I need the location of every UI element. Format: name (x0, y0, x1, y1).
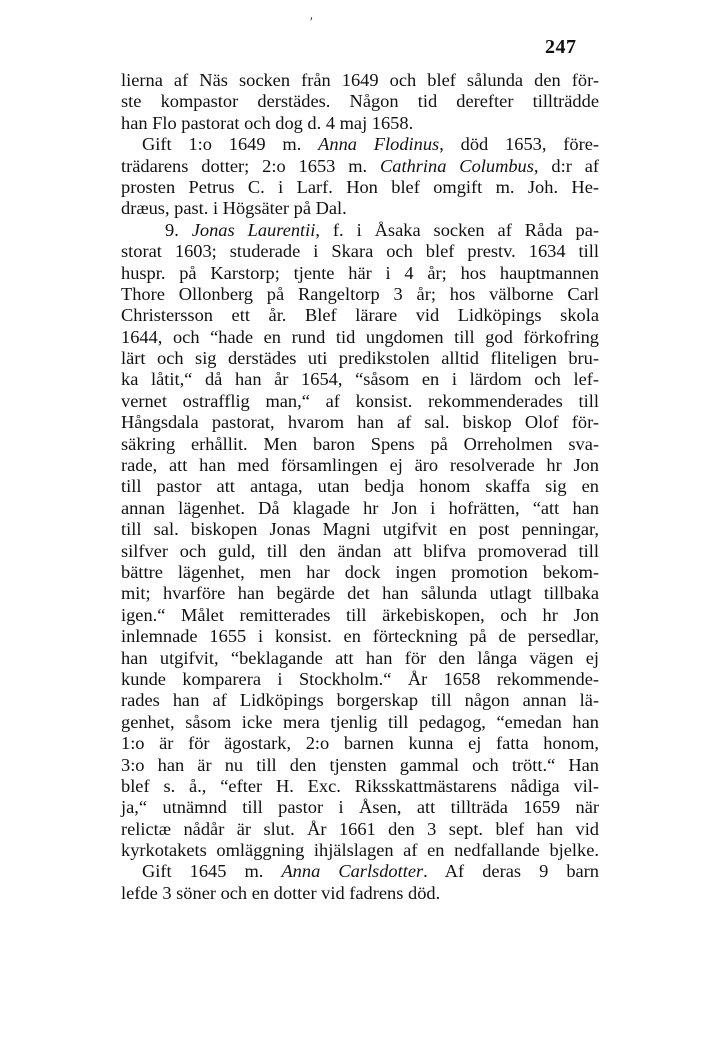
text-run: , f. i Åsaka socken af Råda pa- (315, 219, 600, 240)
text-line: han utgifvit, “beklagande att han för den långa vägen ej (121, 647, 599, 668)
margin-tick-mark: ʹ (310, 14, 313, 29)
text-line: silfver och guld, till den ändan att blifva promoverad till (121, 540, 599, 561)
text-line: till sal. biskopen Jonas Magni utgifvit en post penningar, (121, 519, 599, 540)
text-line: ste kompastor derstädes. Någon tid derefter tillträdde (121, 91, 599, 112)
text-run: Gift 1:o 1649 m. (142, 134, 319, 155)
text-line: kyrkotakets omläggning ihjälslagen af en nedfallande bjelke. (121, 840, 599, 861)
text-line: Hångsdala pastorat, hvarom han af sal. biskop Olof för- (121, 412, 599, 433)
text-run: trädarens dotter; 2:o 1653 m. (121, 155, 380, 176)
text-line: han Flo pastorat och dog d. 4 maj 1658. (121, 112, 414, 133)
text-line: ka låtit,“ då han år 1654, “såsom en i lärdom och lef- (121, 369, 599, 390)
text-line (121, 220, 599, 241)
text-line: rade, att han med församlingen ej äro resolverade hr Jon (121, 455, 599, 476)
book-page-text (121, 70, 599, 904)
text-line: 1644, och “hade en rund tid ungdomen till god förkofring (121, 326, 599, 347)
text-line: mit; hvarföre han begärde det han sålunda utlagt tillbaka (121, 583, 599, 604)
text-run: , död 1653, före- (439, 134, 599, 155)
text-line: 1:o är för ägostark, 2:o barnen kunna ej fatta honom, (121, 733, 599, 754)
text-line: bättre lägenhet, men har dock ingen promotion bekom- (121, 561, 599, 582)
italic-name: Anna Flodinus (318, 134, 440, 155)
text-run: 9. (165, 219, 192, 240)
text-line (121, 156, 599, 177)
page-number: 247 (545, 36, 577, 58)
italic-name: Anna Carlsdotter (281, 861, 424, 882)
italic-name: Cathrina Columbus (380, 155, 534, 176)
text-line: vernet ostrafflig man,“ af konsist. rekommenderades till (121, 390, 599, 411)
text-line: inlemnade 1655 i konsist. en förteckning på de persedlar, (121, 626, 599, 647)
text-line: rades han af Lidköpings borgerskap till någon annan lä- (121, 690, 599, 711)
italic-name: Jonas Laurentii (191, 219, 316, 240)
text-line: säkring erhållit. Men baron Spens på Orreholmen sva- (121, 433, 599, 454)
text-line: huspr. på Karstorp; tjente här i 4 år; hos hauptmannen (121, 262, 599, 283)
text-run: . Af deras 9 barn (423, 861, 599, 882)
text-line: genhet, såsom icke mera tjenlig till pedagog, “emedan han (121, 711, 599, 732)
text-line: lefde 3 söner och en dotter vid fadrens död. (121, 882, 441, 903)
text-line: annan lägenhet. Då klagade hr Jon i hofrätten, “att han (121, 497, 599, 518)
text-line: 3:o han är nu till den tjensten gammal och trött.“ Han (121, 754, 599, 775)
text-line: Christersson ett år. Blef lärare vid Lidköpings skola (121, 305, 599, 326)
text-line: igen.“ Målet remitterades till ärkebiskopen, och hr Jon (121, 604, 599, 625)
text-line (121, 861, 599, 882)
text-line: prosten Petrus C. i Larf. Hon blef omgift m. Joh. He- (121, 176, 599, 197)
text-line: blef s. å., “efter H. Exc. Riksskattmästarens nådiga vil- (121, 775, 599, 796)
text-line: ja,“ utnämnd till pastor i Åsen, att tillträda 1659 när (121, 797, 599, 818)
text-line: storat 1603; studerade i Skara och blef prestv. 1634 till (121, 241, 599, 262)
text-run: , d:r af (533, 155, 599, 176)
text-line: relictæ nådår är slut. År 1661 den 3 sept. blef han vid (121, 818, 599, 839)
text-line: lierna af Näs socken från 1649 och blef sålunda den för- (121, 70, 599, 90)
text-line: till pastor att antaga, utan bedja honom skaffa sig en (121, 476, 599, 497)
text-run: Gift 1645 m. (142, 861, 282, 882)
text-line: dræus, past. i Högsäter på Dal. (121, 198, 347, 219)
text-line: Thore Ollonberg på Rangeltorp 3 år; hos välborne Carl (121, 283, 599, 304)
text-line (121, 134, 599, 155)
text-line: lärt och sig derstädes uti predikstolen alltid fliteligen bru- (121, 348, 599, 369)
text-line: kunde komparera i Stockholm.“ År 1658 rekommende- (121, 668, 599, 689)
